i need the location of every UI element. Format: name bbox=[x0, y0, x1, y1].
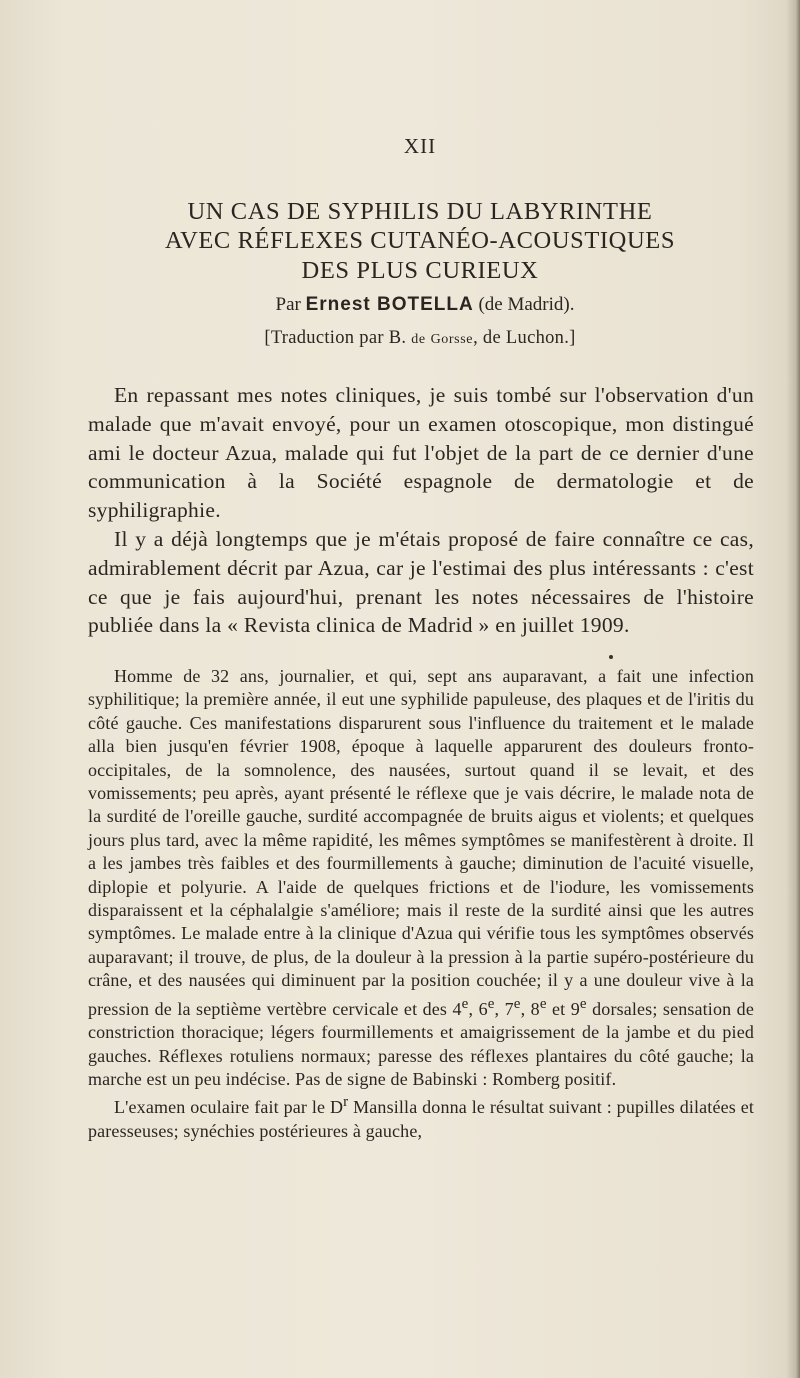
vertebra-9: 9 bbox=[570, 998, 580, 1019]
translator-particle: de bbox=[411, 332, 426, 347]
translator-name: Gorsse bbox=[430, 332, 474, 347]
vertebra-8: 8 bbox=[530, 998, 540, 1019]
sup-e-3: e bbox=[513, 995, 521, 1012]
intro-paragraph-1: En repassant mes notes cliniques, je suis tombé sur l'observation d'un malade que m'avait envoyé, pour un examen otoscopique, mon distingué ami le docteur Azua, malade qui fut l'objet de la part de ce dernier d'une communication à la Société espagnole de dermatologie et de syphiligraphie. bbox=[88, 383, 754, 523]
case-text-b: dorsales; sensation de constriction thoracique; légers fourmillements et amaigrissement de la jambe et du pied gauches. Réflexes rotuliens normaux; paresse des réflexes plantaires du côté gauche; la marche est un peu indécise. Pas de signe de Babinski : Romberg positif. bbox=[88, 998, 754, 1089]
author-place: (de Madrid). bbox=[478, 294, 575, 315]
title-line-3: DES PLUS CURIEUX bbox=[301, 257, 539, 284]
byline bbox=[0, 294, 800, 316]
translation-note bbox=[0, 328, 800, 349]
title-line-1: UN CAS DE SYPHILIS DU LABYRINTHE bbox=[187, 198, 653, 225]
translation-close: , de Luchon.] bbox=[473, 328, 576, 348]
ink-dot bbox=[609, 655, 613, 659]
case-text-a: Homme de 32 ans, journalier, et qui, sept ans auparavant, a fait une infection syphilitique; la première année, il eut une syphilide papuleuse, des plaques et de l'iritis du côté gauche. Ces manifestations disparurent sous l'influence du traitement et le malade alla bien jusqu'en février 1908, époque à laquelle apparurent des douleurs fronto-occipitales, de la somnolence, des nausées, surtout quand il se levait, et des vomissements; peu après, ayant présenté le réflexe que je vais décrire, le malade nota de la surdité de l'oreille gauche, surdité accompagnée de bruits aigus et violents; et quelques jours plus tard, avec la même rapidité, les mêmes symptômes se manifestèrent à droite. Il a les jambes très faibles et des fourmillements à gauche; diminution de l'acuité visuelle, diplopie et polyurie. A l'aide de quelques frictions et de l'iodure, les vomissements disparaissent et la céphalalgie s'améliore; mais il reste de la surdité ainsi que les autres symptômes. Le malade entre à la clinique d'Azua qui vérifie tous les symptômes observés auparavant; il trouve, de plus, de la douleur à la pression à la partie supéro-postérieure du crâne, et des nausées qui diminuent par la position couchée; il y a une douleur vive à la pression de la septième vertèbre cervicale et des bbox=[88, 666, 754, 1019]
title-line-2: AVEC RÉFLEXES CUTANÉO-ACOUSTIQUES bbox=[164, 227, 676, 254]
intro-paragraph-2: Il y a déjà longtemps que je m'étais proposé de faire connaître ce cas, admirablement décrit par Azua, car je l'estimai des plus intéressants : c'est ce que je fais aujourd'hui, prenant les notes nécessaires de l'histoire publiée dans la « Revista clinica de Madrid » en juillet 1909. bbox=[88, 526, 754, 638]
sup-e-4: e bbox=[539, 995, 547, 1012]
byline-prefix: Par bbox=[275, 294, 301, 315]
case-paragraph-2 bbox=[88, 1091, 754, 1143]
vertebra-6: 6 bbox=[478, 998, 488, 1019]
sup-e-5: e bbox=[579, 995, 587, 1012]
case-text-d: Mansilla donna le résultat suivant : pupilles dilatées et paresseuses; synéchies postérieures à gauche, bbox=[88, 1097, 754, 1141]
vertebra-4: 4 bbox=[452, 998, 462, 1019]
chapter-number: XII bbox=[403, 134, 437, 158]
sup-e-2: e bbox=[487, 995, 495, 1012]
sup-e-1: e bbox=[461, 995, 469, 1012]
case-text-c: L'examen oculaire fait par le D bbox=[114, 1097, 344, 1118]
translation-open: [Traduction par B. bbox=[264, 328, 407, 348]
intro-text bbox=[88, 381, 754, 640]
case-paragraph-1: Homme de 32 ans, journalier, et qui, sept ans auparavant, a fait une infection syphilitique; la première année, il eut une syphilide papuleuse, des plaques et de l'iritis du côté gauche. Ces manifestations disparurent sous l'influence du traitement et le malade alla bien jusqu'en février 1908, époque à laquelle apparurent des douleurs fronto-occipitales, de la somnolence, des nausées, surtout quand il se levait, et des vomissements; peu après, ayant présenté le réflexe que je vais décrire, le malade nota de la surdité de l'oreille gauche, surdité accompagnée de bruits aigus et violents; et quelques jours plus tard, avec la même rapidité, les mêmes symptômes se manifestèrent à droite. Il a les jambes très faibles et des fourmillements à gauche; diminution de l'acuité visuelle, diplopie et polyurie. A l'aide de quelques frictions et de l'iodure, les vomissements disparaissent et la céphalalgie s'améliore; mais il reste de la surdité ainsi que les autres symptômes. Le malade entre à la clinique d'Azua qui vérifie tous les symptômes observés auparavant; il trouve, de plus, de la douleur à la pression à la partie supéro-postérieure du crâne, et des nausées qui diminuent par la position couchée; il y a une douleur vive à la pression de la septième vertèbre cervicale et des 4e, 6e, 7e, 8e et 9e dorsales; sensation de constriction thoracique; légers fourmillements et amaigrissement de la jambe et du pied gauches. Réflexes rotuliens normaux; paresse des réflexes plantaires du côté gauche; la marche est un peu indécise. Pas de signe de Babinski : Romberg positif. bbox=[88, 666, 754, 1089]
author-name: Ernest BOTELLA bbox=[305, 294, 474, 315]
case-report bbox=[88, 665, 754, 1143]
sup-r: r bbox=[343, 1094, 349, 1111]
vertebra-7: 7 bbox=[504, 998, 514, 1019]
